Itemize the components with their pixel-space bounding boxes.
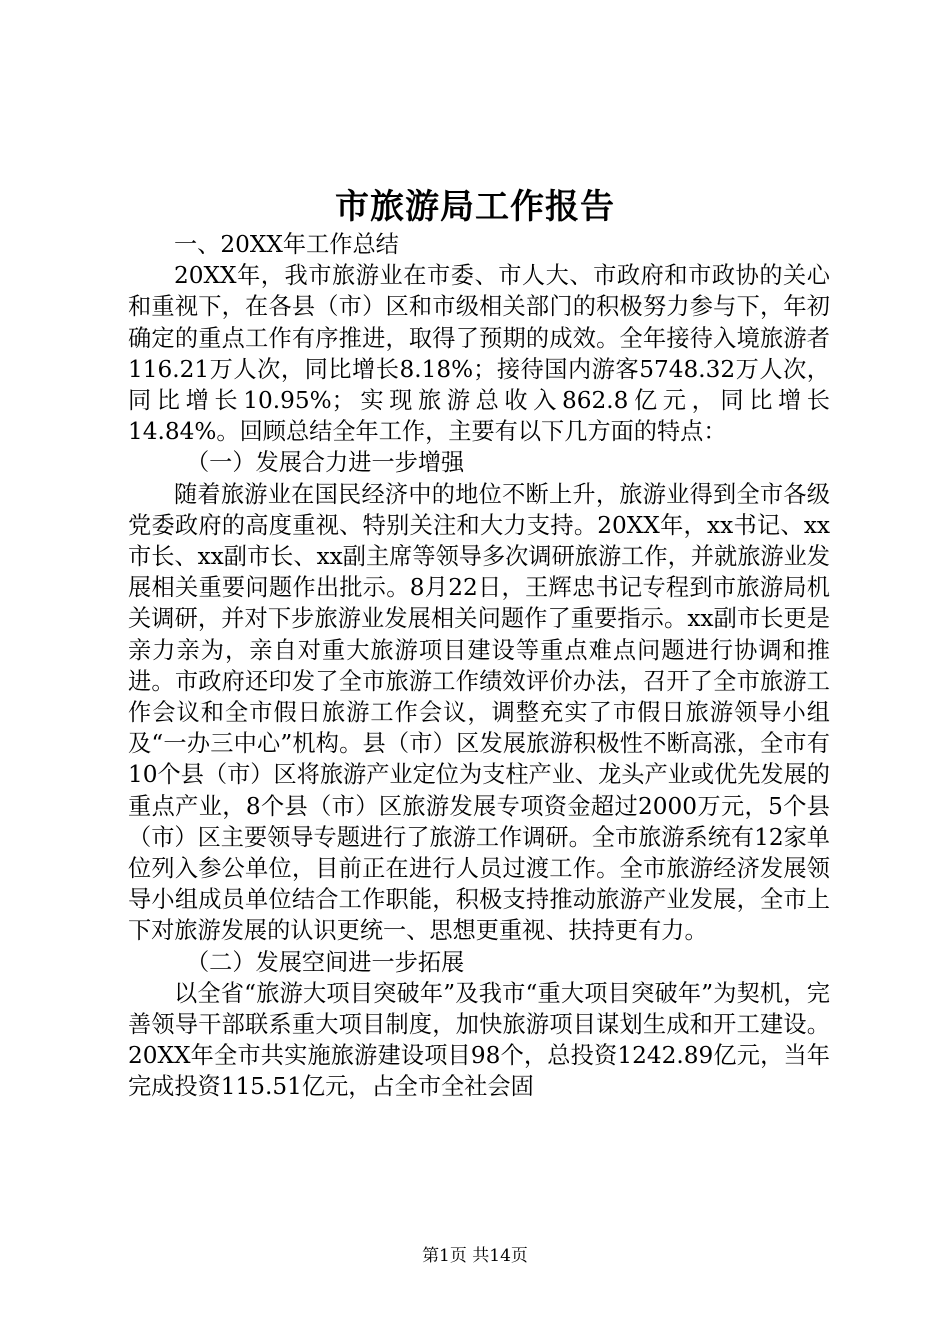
page-number-footer: 第1页 共14页: [422, 1246, 528, 1266]
paragraph: 随着旅游业在国民经济中的地位不断上升，旅游业得到全市各级党委政府的高度重视、特别关注和大力支持。20XX年，xx书记、xx市长、xx副市长、xx副主席等领导多次调研旅游工作，并就旅游业发展相关重要问题作出批示。8月22日，王辉忠书记专程到市旅游局机关调研，并对下步旅游业发展相关问题作了重要指示。xx副市长更是亲力亲为，亲自对重大旅游项目建设等重点难点问题进行协调和推进。市政府还印发了全市旅游工作绩效评价办法，召开了全市旅游工作会议和全市假日旅游工作会议，调整充实了市假日旅游领导小组及“一办三中心”机构。县（市）区发展旅游积极性不断高涨，全市有10个县（市）区将旅游产业定位为支柱产业、龙头产业或优先发展的重点产业，8个县（市）区旅游发展专项资金超过2000万元，5个县（市）区主要领导专题进行了旅游工作调研。全市旅游系统有12家单位列入参公单位，目前正在进行人员过渡工作。全市旅游经济发展领导小组成员单位结合工作职能，积极支持推动旅游产业发展，全市上下对旅游发展的认识更统一、思想更重视、扶持更有力。: [128, 480, 830, 945]
paragraph: 20XX年，我市旅游业在市委、市人大、市政府和市政协的关心和重视下，在各县（市）区和市级相关部门的积极努力参与下，年初确定的重点工作有序推进，取得了预期的成效。全年接待入境旅游者116.21万人次，同比增长8.18%；接待国内游客5748.32万人次，同比增长10.95%；实现旅游总收入862.8亿元，同比增长14.84%。回顾总结全年工作，主要有以下几方面的特点：: [128, 262, 830, 446]
section-heading: 一、20XX年工作总结: [174, 231, 399, 258]
document-body: [128, 229, 830, 1103]
paragraph: 以全省“旅游大项目突破年”及我市“重大项目突破年”为契机，完善领导干部联系重大项目制度，加快旅游项目谋划生成和开工建设。20XX年全市共实施旅游建设项目98个，总投资1242.89亿元，当年完成投资115.51亿元，占全市全社会固: [128, 979, 830, 1101]
subsection-heading: （一）发展合力进一步增强: [186, 449, 465, 477]
document-title: 市旅游局工作报告: [335, 187, 615, 227]
subsection-heading: （二）发展空间进一步拓展: [186, 948, 465, 976]
